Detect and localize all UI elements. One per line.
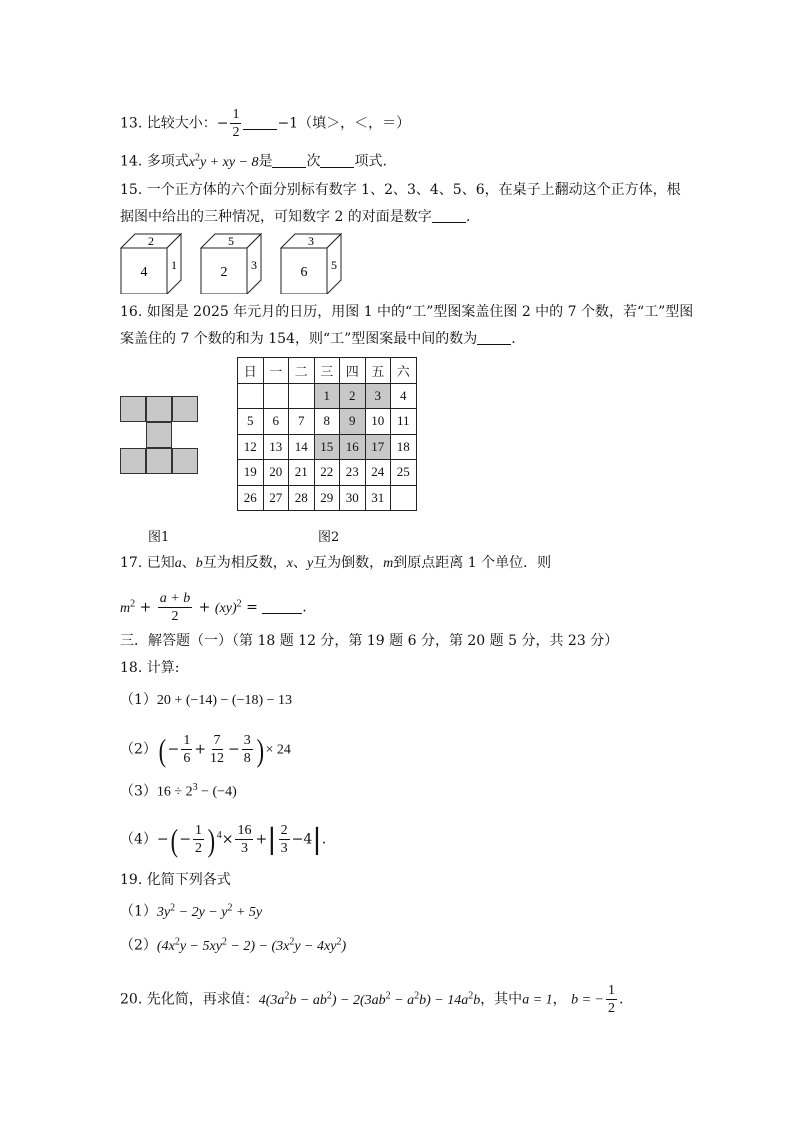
q17-line2: $m^2$ + $\frac{a + b}{2}$ + (xy)$^2$ = . — [120, 591, 307, 624]
q14: 14. 多项式$x^2y$ + xy − 8是 次 项式. — [120, 152, 387, 170]
q20: 20. 先化简，再求值：$4(3a^2b - ab^2) - 2(3ab^2 - a^2b) - 14a^2b$，其中a = 1， b = − $\frac{1}{2}$ . — [120, 983, 624, 1016]
calendar-day: 13 — [263, 434, 289, 460]
calendar-day — [289, 383, 315, 409]
calendar-day: 10 — [365, 409, 391, 435]
calendar-weekday: 六 — [391, 358, 417, 384]
calendar-day: 21 — [289, 460, 315, 486]
calendar-weekday: 二 — [289, 358, 315, 384]
q15-line1: 15. 一个正方体的六个面分别标有数字 1、2、3、4、5、6，在桌子上翻动这个正方体，根 — [120, 182, 681, 198]
calendar-day: 15 — [314, 434, 340, 460]
calendar-row — [238, 460, 417, 486]
calendar-day: 3 — [365, 383, 391, 409]
calendar-day: 23 — [340, 460, 366, 486]
cube-2 — [201, 234, 261, 294]
calendar-day: 22 — [314, 460, 340, 486]
calendar-day: 12 — [238, 434, 264, 460]
calendar-day: 2 — [340, 383, 366, 409]
calendar-day: 6 — [263, 409, 289, 435]
calendar-row — [238, 485, 417, 511]
cube-side-number: 1 — [171, 258, 177, 272]
q19-part2: $(2)(4x^2y - 5xy^2 - 2) - (3x^2y - 4xy^2)$ — [120, 936, 347, 954]
cube-front-number: 2 — [220, 265, 228, 280]
cube-3 — [281, 234, 341, 294]
calendar-day: 8 — [314, 409, 340, 435]
cube-front-number: 6 — [300, 265, 308, 280]
calendar-day: 5 — [238, 409, 264, 435]
q15-line2: 据图中给出的三种情况，可知数字 2 的对面是数字 . — [120, 209, 471, 225]
calendar-day: 11 — [391, 409, 417, 435]
fig2-caption: 图2 — [318, 530, 340, 545]
calendar-day: 1 — [314, 383, 340, 409]
cube-side-number: 5 — [331, 258, 337, 272]
calendar-weekday: 日 — [238, 358, 264, 384]
calendar-day — [391, 485, 417, 511]
q13: 13. 比较大小：− $\frac{1}{2}$ −1（填＞，＜，＝） — [120, 107, 411, 140]
calendar-weekday: 五 — [365, 358, 391, 384]
calendar-day: 7 — [289, 409, 315, 435]
calendar-day: 29 — [314, 485, 340, 511]
calendar-day: 14 — [289, 434, 315, 460]
calendar-day: 19 — [238, 460, 264, 486]
q18-part1: （1）20 + (−14) − (−18) − 13 — [120, 692, 293, 708]
section3-heading: 三．解答题（一）（第 18 题 12 分，第 19 题 6 分，第 20 题 5 分，共 23 分） — [120, 633, 619, 649]
calendar-row — [238, 383, 417, 409]
calendar-day: 31 — [365, 485, 391, 511]
calendar-header-row — [238, 358, 417, 384]
calendar-day: 18 — [391, 434, 417, 460]
answer-blank[interactable] — [272, 153, 306, 168]
answer-blank[interactable] — [432, 208, 466, 223]
calendar-day: 26 — [238, 485, 264, 511]
calendar-day: 17 — [365, 434, 391, 460]
q16-line2: 案盖住的 7 个数的和为 154，则“工”型图案最中间的数为 . — [120, 331, 516, 347]
q18-part3: $(3)16 \div 2^3 - (-4)$ — [120, 782, 237, 800]
calendar-table — [237, 357, 417, 511]
cube-top-number: 3 — [308, 234, 314, 248]
answer-blank[interactable] — [243, 115, 277, 130]
q18-part4: （4）−( − $\frac{1}{2}$ ) $^4$× $\frac{16}{3}$ +| $\frac{2}{3}$ −4|. — [120, 821, 327, 858]
calendar-weekday: 三 — [314, 358, 340, 384]
calendar-weekday: 一 — [263, 358, 289, 384]
calendar-day: 24 — [365, 460, 391, 486]
answer-blank[interactable] — [320, 153, 354, 168]
calendar-day: 28 — [289, 485, 315, 511]
answer-blank[interactable] — [477, 330, 511, 345]
q19-title: 19. 化简下列各式 — [120, 872, 231, 888]
calendar-day: 30 — [340, 485, 366, 511]
cube-top-number: 2 — [148, 234, 154, 248]
calendar-row — [238, 409, 417, 435]
calendar-weekday: 四 — [340, 358, 366, 384]
calendar-day — [238, 383, 264, 409]
calendar-day: 27 — [263, 485, 289, 511]
answer-blank[interactable] — [262, 599, 302, 614]
calendar-day: 25 — [391, 460, 417, 486]
fig1-caption: 图1 — [148, 530, 170, 545]
q19-part1: $(1)3y^2 - 2y - y^2 + 5y$ — [120, 902, 263, 920]
cube-side-number: 3 — [251, 258, 257, 272]
cubes-figure — [118, 232, 358, 294]
q18-title: 18. 计算: — [120, 660, 180, 676]
calendar-row — [238, 434, 417, 460]
calendar-day: 20 — [263, 460, 289, 486]
calendar-day: 4 — [391, 383, 417, 409]
cube-front-number: 4 — [140, 265, 148, 280]
calendar-day: 16 — [340, 434, 366, 460]
cube-1 — [121, 234, 181, 294]
q17-line1: 17. 已知a、b互为相反数，x、y互为倒数，m到原点距离 1 个单位．则 — [120, 555, 552, 571]
q16-line1: 16. 如图是 2025 年元月的日历，用图 1 中的“工”型图案盖住图 2 中的 7 个数，若“工”型图 — [120, 304, 694, 320]
cube-top-number: 5 — [228, 234, 234, 248]
q18-part2: （2）( − $\frac{1}{6}$ + $\frac{7}{12}$ − $\frac{3}{8}$ ) × 24 — [120, 731, 291, 768]
calendar-day — [263, 383, 289, 409]
calendar-day: 9 — [340, 409, 366, 435]
